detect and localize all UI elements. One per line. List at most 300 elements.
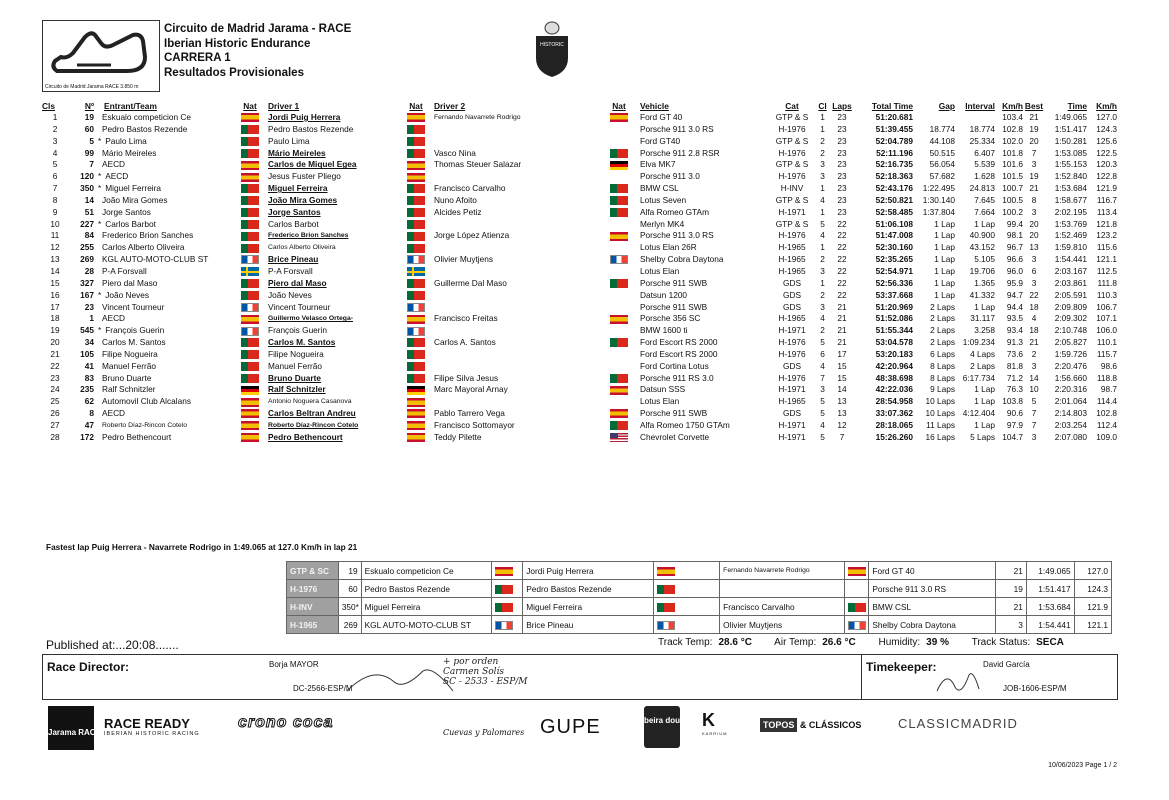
- track-layout-icon: [47, 27, 157, 83]
- cell-vehicle: Lotus Elan 26R: [640, 242, 697, 253]
- class-best-driver1: Brice Pineau: [523, 616, 654, 634]
- class-best-time: 1:54.441: [1026, 616, 1074, 634]
- col-nat-driver2: Nat: [612, 101, 626, 111]
- cell-interval: 4:12.404: [962, 408, 995, 419]
- race-director-label: Race Director:: [47, 660, 130, 674]
- cell-driver2: Vasco Nina: [434, 147, 476, 158]
- cell-nat-driver1: [398, 349, 434, 361]
- cell-kmh-best: 123.2: [1096, 230, 1117, 241]
- cell-kmh: 97.9: [1006, 419, 1023, 430]
- cell-driver2: [434, 242, 598, 254]
- cell-nat-driver1: [398, 408, 434, 420]
- cell-cls: 7: [52, 183, 58, 194]
- cell-laps: 22: [837, 230, 847, 241]
- cell-nat: [232, 148, 268, 160]
- class-best-time: 1:53.684: [1026, 598, 1074, 616]
- cell-best: 14: [1029, 372, 1039, 383]
- cell-entrant-name: AECD: [102, 408, 126, 419]
- cell-entrant: [94, 207, 232, 219]
- es-flag-icon: [241, 315, 259, 324]
- cell-nat-driver2: [598, 183, 640, 195]
- col-no: Nº: [84, 101, 94, 111]
- cell-best: 2: [1031, 348, 1037, 359]
- cell-mark: *: [98, 171, 102, 182]
- cell-entrant-name: Carlos Alberto Oliveira: [102, 242, 185, 253]
- cell-entrant: [94, 195, 232, 207]
- cell-time: 2:20.316: [1054, 384, 1087, 395]
- cell-best: 6: [1031, 265, 1037, 276]
- cell-gap: 1:30.140: [922, 194, 955, 205]
- es-flag-icon: [407, 113, 425, 122]
- cell-gap: 8 Laps: [930, 360, 955, 371]
- cell-no: 28: [84, 265, 94, 276]
- cell-cat: H-1976: [778, 348, 806, 359]
- cell-entrant: [94, 384, 232, 396]
- cell-no: 105: [80, 348, 94, 359]
- gupe-logo: GUPE: [540, 716, 601, 738]
- cell-cat: GDS: [783, 408, 801, 419]
- cell-driver2: Fernando Navarrete Rodrigo: [434, 114, 521, 121]
- cell-cl: 7: [820, 372, 825, 383]
- timekeeper-name: David García: [983, 660, 1030, 669]
- cell-entrant: [94, 254, 232, 266]
- karrium-text: KARRIUM: [702, 731, 728, 736]
- es-flag-icon: [407, 433, 425, 442]
- cell-entrant-name: Eskualo competicion Ce: [102, 112, 192, 122]
- track-conditions: [658, 637, 1084, 648]
- cell-driver1: Roberto Díaz-Rincon Cotelo: [268, 421, 359, 429]
- es-flag-icon: [241, 113, 259, 122]
- cell-nat: [232, 384, 268, 396]
- cell-nat-driver2: [598, 290, 640, 302]
- cell-nat-driver1: [398, 254, 434, 266]
- cell-kmh-best: 122.5: [1096, 147, 1117, 158]
- col-cl: Cl: [818, 101, 827, 111]
- es-flag-icon: [241, 161, 259, 170]
- cell-cl: 1: [820, 242, 825, 253]
- us-flag-icon: [610, 433, 628, 442]
- cell-vehicle: Elva MK7: [640, 159, 676, 170]
- cell-nat: [232, 112, 268, 124]
- race-director-name: Borja MAYOR: [269, 660, 319, 669]
- cell-nat: [232, 230, 268, 242]
- pt-flag-icon: [241, 362, 259, 371]
- col-nat-driver1: Nat: [409, 101, 423, 111]
- cell-laps: 13: [837, 396, 847, 407]
- cell-nat-driver2: [598, 159, 640, 171]
- cell-driver1: Paulo Lima: [268, 135, 310, 146]
- cell-entrant: [94, 230, 232, 242]
- es-flag-icon: [407, 421, 425, 430]
- pt-flag-icon: [241, 374, 259, 383]
- table-row: [42, 313, 1117, 325]
- es-flag-icon: [241, 433, 259, 442]
- cell-best: 21: [1029, 112, 1039, 122]
- cell-driver1: Pedro Bastos Rezende: [268, 123, 354, 134]
- cell-cl: 2: [820, 135, 825, 146]
- es-flag-icon: [407, 173, 425, 182]
- cell-cat: H-1971: [778, 325, 806, 336]
- cell-entrant-name: Jorge Santos: [102, 206, 151, 217]
- cell-interval: 6:17.734: [962, 372, 995, 383]
- cell-driver1: Carlos Beltran Andreu: [268, 408, 356, 419]
- cell-no: 227: [80, 218, 94, 229]
- cell-kmh-best: 121.1: [1096, 254, 1117, 265]
- pt-flag-icon: [241, 232, 259, 241]
- cell-driver1: Manuel Ferrão: [268, 360, 322, 371]
- cell-total-time: 15:26.260: [875, 431, 913, 442]
- class-best-nat2: [653, 598, 719, 616]
- cell-kmh: 102.8: [1002, 123, 1023, 134]
- event-title: Iberian Historic Endurance: [164, 37, 311, 50]
- table-row: [42, 384, 1117, 396]
- col-cls: Cls: [42, 101, 56, 111]
- cell-kmh-best: 112.4: [1096, 419, 1117, 430]
- cell-total-time: 53:37.668: [875, 289, 913, 300]
- cell-vehicle: Shelby Cobra Daytona: [640, 254, 724, 265]
- cell-best: 3: [1031, 159, 1037, 170]
- cell-kmh: 93.4: [1006, 325, 1023, 336]
- cell-gap: 1 Lap: [934, 218, 955, 229]
- cell-nat-driver2: [598, 349, 640, 361]
- pt-flag-icon: [407, 184, 425, 193]
- fr-flag-icon: [657, 621, 675, 630]
- pt-flag-icon: [241, 149, 259, 158]
- class-best-nat3: [844, 580, 869, 598]
- class-best-nat2: [653, 616, 719, 634]
- cell-best: 8: [1031, 194, 1037, 205]
- cell-kmh-best: 122.8: [1096, 171, 1117, 182]
- cell-cat: H-1976: [778, 123, 806, 134]
- table-row: [42, 266, 1117, 278]
- cell-vehicle: Lotus Elan: [640, 396, 680, 407]
- cell-time: 1:52.840: [1054, 171, 1087, 182]
- cell-interval: 7.664: [974, 206, 995, 217]
- cell-vehicle: Chevrolet Corvette: [640, 431, 710, 442]
- cell-cl: 5: [820, 408, 825, 419]
- cell-driver2: Francisco Freitas: [434, 313, 498, 324]
- cell-laps: 15: [837, 360, 847, 371]
- cell-cls: 8: [52, 194, 58, 205]
- cell-kmh-best: 118.8: [1096, 372, 1117, 383]
- cell-nat-driver1: [398, 195, 434, 207]
- cell-nat-driver2: [598, 124, 640, 136]
- cell-interval: 2 Laps: [970, 360, 995, 371]
- cell-laps: 23: [837, 171, 847, 182]
- cell-no: 83: [84, 372, 94, 383]
- cell-gap: 50.515: [929, 147, 955, 158]
- es-flag-icon: [610, 315, 628, 324]
- cell-entrant-name: João Mira Gomes: [102, 194, 168, 205]
- cell-nat: [232, 396, 268, 408]
- cell-vehicle: Alfa Romeo 1750 GTAm: [640, 419, 730, 430]
- cell-nat-driver2: [598, 361, 640, 373]
- table-row: [42, 171, 1117, 183]
- cell-driver2: Teddy Pilette: [434, 431, 482, 442]
- cell-nat: [232, 242, 268, 254]
- fr-flag-icon: [407, 327, 425, 336]
- cell-interval: 7.645: [974, 194, 995, 205]
- cell-cl: 1: [820, 112, 825, 122]
- results-header-row: [42, 100, 1117, 112]
- cell-kmh-best: 115.7: [1096, 348, 1117, 359]
- class-best-table: [286, 561, 1112, 634]
- pt-flag-icon: [610, 374, 628, 383]
- cell-vehicle: Datsun SSS: [640, 384, 686, 395]
- cell-no: 84: [84, 230, 94, 241]
- cell-kmh-best: 102.8: [1096, 408, 1117, 419]
- cell-nat: [232, 408, 268, 420]
- cell-best: 7: [1031, 147, 1037, 158]
- cell-kmh: 104.7: [1002, 431, 1023, 442]
- cell-driver1: Carlos M. Santos: [268, 337, 336, 348]
- pt-flag-icon: [407, 196, 425, 205]
- cell-total-time: 52:18.363: [875, 171, 913, 182]
- table-row: [42, 373, 1117, 385]
- cell-laps: 23: [837, 135, 847, 146]
- track-temp-label: Track Temp:: [658, 637, 713, 648]
- cell-mark: *: [98, 325, 102, 336]
- es-flag-icon: [610, 232, 628, 241]
- cell-nat: [232, 254, 268, 266]
- de-flag-icon: [241, 386, 259, 395]
- cell-cat: H-1976: [778, 147, 806, 158]
- cell-cat: GDS: [783, 277, 801, 288]
- class-best-nat3: [844, 598, 869, 616]
- cell-laps: 14: [837, 384, 847, 395]
- cell-kmh-best: 112.5: [1096, 265, 1117, 276]
- cell-nat-driver1: [398, 219, 434, 231]
- handwritten-line: SC - 2533 - ESP/M: [443, 677, 528, 687]
- cell-driver1: João Mira Gomes: [268, 194, 338, 205]
- cell-cls: 5: [52, 159, 58, 170]
- cell-gap: 11 Laps: [926, 419, 955, 430]
- cell-best: 5: [1031, 396, 1037, 407]
- col-laps: Laps: [832, 101, 852, 111]
- cell-entrant: [94, 408, 232, 420]
- cell-entrant: [94, 159, 232, 171]
- pt-flag-icon: [610, 184, 628, 193]
- table-row: [42, 325, 1117, 337]
- table-row: [42, 136, 1117, 148]
- fr-flag-icon: [495, 621, 513, 630]
- col-kmh-best: Km/h: [1096, 101, 1117, 111]
- fr-flag-icon: [241, 255, 259, 264]
- cell-cat: H-1971: [778, 419, 806, 430]
- table-row: [42, 278, 1117, 290]
- cell-laps: 22: [837, 242, 847, 253]
- cell-nat-driver1: [398, 373, 434, 385]
- cell-laps: 22: [837, 289, 847, 300]
- page-footer: 10/06/2023 Page 1 / 2: [1048, 762, 1117, 769]
- cell-interval: 1 Lap: [974, 218, 995, 229]
- cell-nat-driver1: [398, 207, 434, 219]
- cell-nat-driver1: [398, 112, 434, 124]
- cell-cls: 10: [50, 218, 60, 229]
- cell-driver1: Carlos Alberto Oliveira: [268, 244, 336, 252]
- cell-nat-driver1: [398, 159, 434, 171]
- signature-divider: [861, 655, 862, 699]
- class-best-lap: 21: [995, 562, 1026, 580]
- cell-entrant: [94, 219, 232, 231]
- class-best-driver1: Jordi Puig Herrera: [523, 562, 654, 580]
- cell-total-time: 52:11.196: [876, 147, 913, 158]
- cell-laps: 23: [837, 147, 847, 158]
- cell-nat-driver1: [398, 396, 434, 408]
- class-best-vehicle: Ford GT 40: [869, 562, 995, 580]
- cell-gap: 10 Laps: [925, 396, 955, 407]
- cell-nat-driver1: [398, 136, 434, 148]
- pt-flag-icon: [407, 208, 425, 217]
- beira-douro-logo: beira douro: [644, 706, 680, 748]
- cell-driver2: Pablo Tarrero Vega: [434, 408, 505, 419]
- cell-time: 1:49.065: [1054, 112, 1087, 122]
- cell-nat-driver2: [598, 373, 640, 385]
- cell-entrant: [94, 112, 232, 124]
- cell-kmh-best: 106.0: [1096, 325, 1117, 336]
- cell-no: 172: [80, 431, 94, 442]
- cell-time: 1:59.726: [1054, 348, 1087, 359]
- report-header: [42, 20, 1142, 98]
- cell-vehicle: Porsche 911 SWB: [640, 301, 708, 312]
- cell-cat: GTP & S: [775, 112, 809, 122]
- cell-kmh-best: 127.0: [1096, 112, 1117, 122]
- cell-entrant: [94, 124, 232, 136]
- cell-time: 1:58.677: [1054, 194, 1087, 205]
- cell-nat-driver1: [398, 325, 434, 337]
- cell-laps: 22: [837, 277, 847, 288]
- class-best-time: 1:49.065: [1026, 562, 1074, 580]
- table-row: [42, 124, 1117, 136]
- cell-cls: 15: [50, 277, 60, 288]
- cell-entrant: [94, 361, 232, 373]
- class-best-time: 1:51.417: [1026, 580, 1074, 598]
- cell-nat-driver2: [598, 136, 640, 148]
- class-best-kmh: 124.3: [1074, 580, 1111, 598]
- cell-interval: 1 Lap: [974, 419, 995, 430]
- cell-cls: 24: [50, 384, 60, 395]
- cell-cls: 25: [50, 396, 60, 407]
- pt-flag-icon: [407, 362, 425, 371]
- cell-nat: [232, 349, 268, 361]
- cell-nat-driver1: [398, 124, 434, 136]
- cell-cls: 1: [52, 112, 58, 122]
- class-best-body: [287, 562, 1112, 634]
- cell-nat-driver1: [398, 290, 434, 302]
- cell-best: 22: [1029, 289, 1039, 300]
- cell-cls: 27: [50, 419, 60, 430]
- cell-entrant-name: Frederico Brion Sanches: [102, 230, 194, 241]
- cell-driver2: Filipe Silva Jesus: [434, 372, 499, 383]
- cell-nat-driver1: [398, 302, 434, 314]
- cell-kmh: 76.3: [1006, 384, 1023, 395]
- cell-laps: 23: [837, 194, 847, 205]
- cell-kmh: 102.0: [1002, 135, 1023, 146]
- cell-vehicle: Lotus Elan: [640, 265, 680, 276]
- cell-laps: 23: [837, 112, 847, 122]
- cell-time: 2:20.476: [1054, 360, 1087, 371]
- cell-best: 7: [1031, 408, 1037, 419]
- pt-flag-icon: [848, 603, 866, 612]
- pt-flag-icon: [241, 196, 259, 205]
- es-flag-icon: [610, 386, 628, 395]
- cell-nat-driver1: [398, 230, 434, 242]
- cell-nat-driver1: [398, 337, 434, 349]
- cell-interval: 24.813: [969, 183, 995, 194]
- cell-gap: 9 Laps: [930, 384, 955, 395]
- cell-cls: 11: [50, 230, 60, 241]
- cell-gap: 2 Laps: [930, 325, 955, 336]
- class-best-nat2: [653, 562, 719, 580]
- cell-total-time: 28:18.065: [875, 419, 913, 430]
- cell-time: 2:14.803: [1054, 408, 1087, 419]
- fr-flag-icon: [848, 621, 866, 630]
- class-best-no: 19: [338, 562, 361, 580]
- cell-no: 62: [84, 396, 94, 407]
- cell-nat: [232, 183, 268, 195]
- col-vehicle: Vehicle: [640, 101, 669, 111]
- cell-nat-driver1: [398, 432, 434, 444]
- cell-time: 1:53.769: [1054, 218, 1087, 229]
- cell-nat-driver1: [398, 384, 434, 396]
- cell-total-time: 28:54.958: [875, 396, 913, 407]
- se-flag-icon: [241, 267, 259, 276]
- cell-nat-driver1: [398, 183, 434, 195]
- pt-flag-icon: [610, 196, 628, 205]
- cell-cat: H-1976: [778, 337, 806, 348]
- col-total-time: Total Time: [871, 101, 913, 111]
- cell-kmh: 100.5: [1002, 194, 1023, 205]
- col-driver2: Driver 2: [434, 101, 466, 111]
- cell-nat-driver2: [598, 242, 640, 254]
- cell-cl: 5: [820, 337, 825, 348]
- cell-driver2: Guillerme Dal Maso: [434, 277, 507, 288]
- pt-flag-icon: [241, 338, 259, 347]
- cell-driver2: Francisco Carvalho: [434, 183, 506, 194]
- cell-gap: 56.054: [929, 159, 955, 170]
- cell-nat: [232, 219, 268, 231]
- cell-nat-driver2: [598, 112, 640, 124]
- cell-nat-driver2: [598, 207, 640, 219]
- cell-cls: 17: [50, 301, 60, 312]
- cell-cls: 14: [50, 265, 60, 276]
- cell-nat-driver2: [598, 337, 640, 349]
- class-best-driver2: Fernando Navarrete Rodrigo: [720, 562, 844, 580]
- class-best-entrant: Miguel Ferreira: [361, 598, 492, 616]
- pt-flag-icon: [407, 291, 425, 300]
- cell-kmh-best: 124.3: [1096, 123, 1117, 134]
- cell-nat: [232, 361, 268, 373]
- class-best-row: [287, 616, 1112, 634]
- cell-nat-driver1: [398, 242, 434, 254]
- cell-cls: 22: [50, 360, 60, 371]
- classic-madrid-logo: CLASSICMADRID: [898, 716, 1018, 731]
- class-best-nat3: [844, 562, 869, 580]
- pt-flag-icon: [241, 125, 259, 134]
- cell-nat: [232, 124, 268, 136]
- fr-flag-icon: [241, 327, 259, 336]
- cell-nat-driver2: [598, 195, 640, 207]
- cell-cat: H-1965: [778, 254, 806, 265]
- fr-flag-icon: [610, 255, 628, 264]
- cell-interval: 25.334: [969, 135, 995, 146]
- pt-flag-icon: [241, 137, 259, 146]
- es-flag-icon: [407, 398, 425, 407]
- pt-flag-icon: [407, 244, 425, 253]
- cell-mark: *: [98, 289, 102, 300]
- cell-no: 51: [84, 206, 94, 217]
- fastest-lap-note: Fastest lap Puig Herrera - Navarrete Rodrigo in 1:49.065 at 127.0 Km/h in lap 21: [46, 542, 358, 552]
